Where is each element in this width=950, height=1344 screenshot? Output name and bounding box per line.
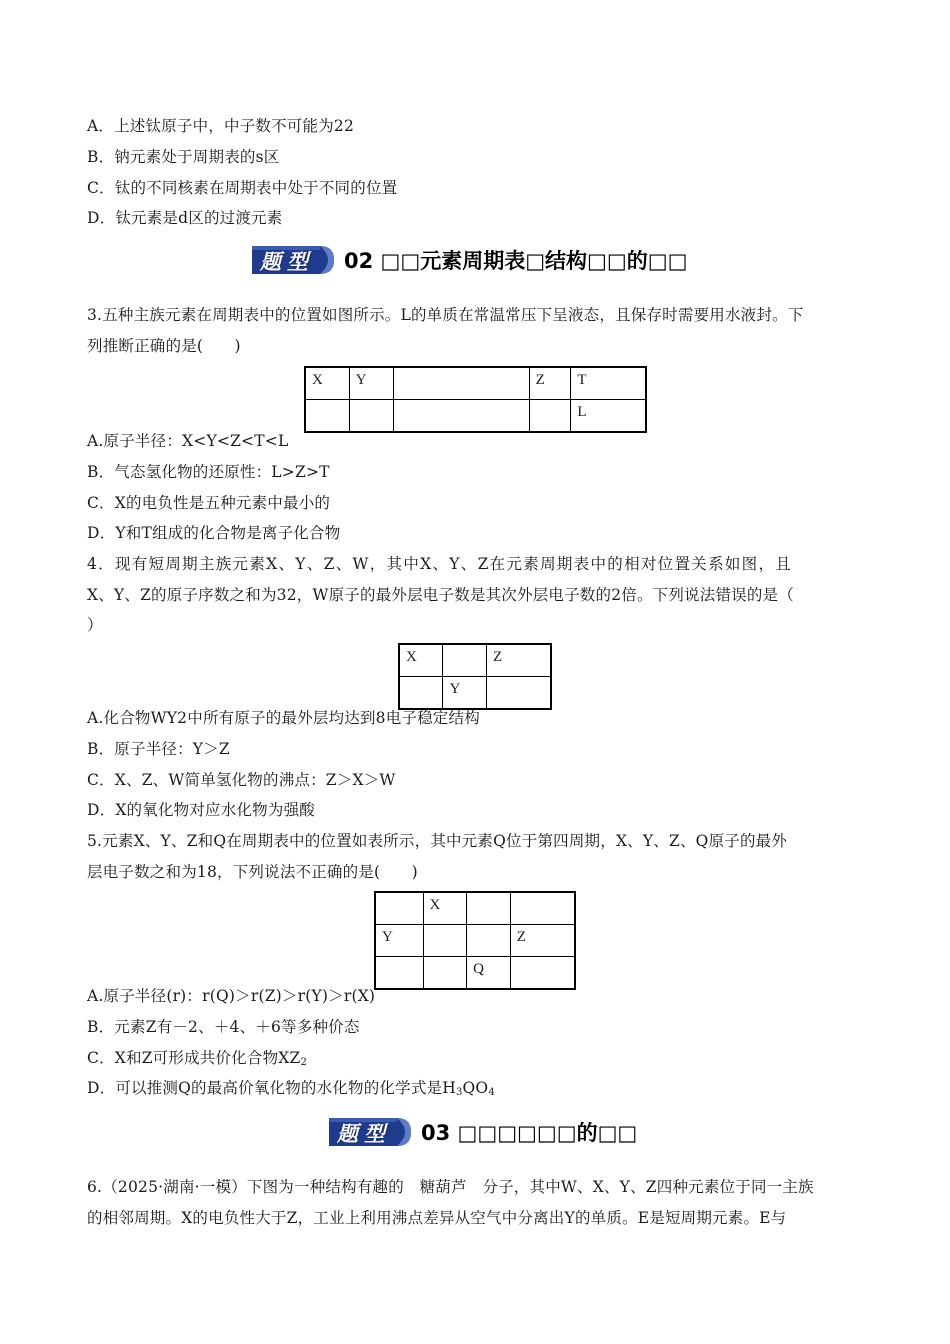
table-cell: X [423,892,467,925]
table-cell [375,957,423,990]
q3-option-c: C．X的电负性是五种元素中最小的 [87,494,331,512]
q4-periodic-table [398,643,552,710]
q5-periodic-table [374,891,576,990]
q2-option-c: C．钛的不同核素在周期表中处于不同的位置 [87,179,398,197]
table-row [375,957,575,990]
table-cell: X [305,367,349,400]
q3-stem-line1: 3.五种主族元素在周期表中的位置如图所示。L的单质在常温常压下呈液态，且保存时需要用水液封。下 [87,306,804,324]
subscript: 2 [300,1057,308,1068]
table-cell: Z [529,367,571,400]
q5-option-d [87,1078,865,1103]
table-cell [467,892,511,925]
q5-stem-line1: 5.元素X、Y、Z和Q在周期表中的位置如表所示，其中元素Q位于第四周期，X、Y、Z、Q原子的最外 [87,832,788,850]
table-cell: Z [486,644,551,677]
q6-line1: 6.（2025·湖南·一模）下图为一种结构有趣的 糖葫芦 分子，其中W、X、Y、Z四种元素位于同一主族 [87,1178,814,1196]
q5-option-d-text: D．可以推测Q的最高价氧化物的水化物的化学式是H [87,1079,456,1097]
subscript: 4 [488,1087,495,1098]
q3-stem-line2: 列推断正确的是( ) [87,337,241,355]
subscript: 3 [455,1087,463,1098]
table-cell: Q [467,957,511,990]
table-cell [305,400,349,433]
table-cell [510,892,575,925]
table-row [375,892,575,925]
table-cell [529,400,571,433]
q5-stem-line2: 层电子数之和为18，下列说法不正确的是( ) [87,863,418,881]
q5-option-c-text: C．X和Z可形成共价化合物XZ [87,1049,301,1067]
table-cell: Y [349,367,393,400]
table-cell [510,957,575,990]
table-row [375,925,575,957]
table-cell [467,925,511,957]
table-row [305,400,646,433]
table-cell: Y [375,925,423,957]
section-02-title: 02 □□元素周期表□结构□□的□□ [344,249,688,273]
q3-option-d: D．Y和T组成的化合物是离子化合物 [87,524,341,542]
q5-option-c [87,1048,865,1073]
table-cell: X [399,644,443,677]
q4-stem-line1: 4．现有短周期主族元素X、Y、Z、W，其中X、Y、Z在元素周期表中的相对位置关系如图，且 [87,555,793,573]
q3-option-a: A.原子半径：X<Y<Z<T<L [87,432,289,450]
q4-stem-line2: X、Y、Z的原子序数之和为32，W原子的最外层电子数是其次外层电子数的2倍。下列说法错误的是（ [87,586,794,604]
table-cell: T [571,367,646,400]
q2-option-d: D．钛元素是d区的过渡元素 [87,209,283,227]
table-cell [443,644,486,677]
table-row [305,367,646,400]
section-badge-icon [250,243,336,277]
table-cell: Z [510,925,575,957]
q5-option-d-formula: QO [462,1079,489,1097]
q5-option-b: B．元素Z有－2、＋4、＋6等多种价态 [87,1018,360,1036]
table-row [399,677,551,710]
section-badge-label: 题型 [260,249,314,274]
q4-option-d: D．X的氧化物对应水化物为强酸 [87,801,315,819]
table-cell [423,925,467,957]
q3-periodic-table [304,366,647,433]
q2-option-b: B．钠元素处于周期表的s区 [87,148,280,166]
q4-stem-line3: ） [87,616,103,634]
table-cell [399,677,443,710]
section-badge-icon [327,1115,413,1149]
q6-line2: 的相邻周期。X的电负性大于Z，工业上利用沸点差异从空气中分离出Y的单质。E是短周期元素。E与 [87,1209,787,1227]
table-cell [393,367,529,400]
table-cell: L [571,400,646,433]
table-cell [349,400,393,433]
section-badge-label: 题型 [337,1121,391,1146]
q4-option-b: B．原子半径：Y＞Z [87,740,230,758]
section-03-title: 03 □□□□□□的□□ [421,1121,638,1145]
q4-option-a: A.化合物WY2中所有原子的最外层均达到8电子稳定结构 [87,709,480,727]
section-02-header [250,240,687,280]
q5-option-a: A.原子半径(r)：r(Q)＞r(Z)＞r(Y)＞r(X) [87,987,376,1005]
table-cell [393,400,529,433]
q2-option-a: A．上述钛原子中，中子数不可能为22 [87,117,355,135]
section-03-header [327,1112,637,1152]
table-row [399,644,551,677]
table-cell: Y [443,677,486,710]
q3-option-b: B．气态氢化物的还原性：L>Z>T [87,463,330,481]
q4-option-c: C．X、Z、W简单氢化物的沸点：Z＞X＞W [87,771,396,789]
table-cell [423,957,467,990]
table-cell [486,677,551,710]
table-cell [375,892,423,925]
